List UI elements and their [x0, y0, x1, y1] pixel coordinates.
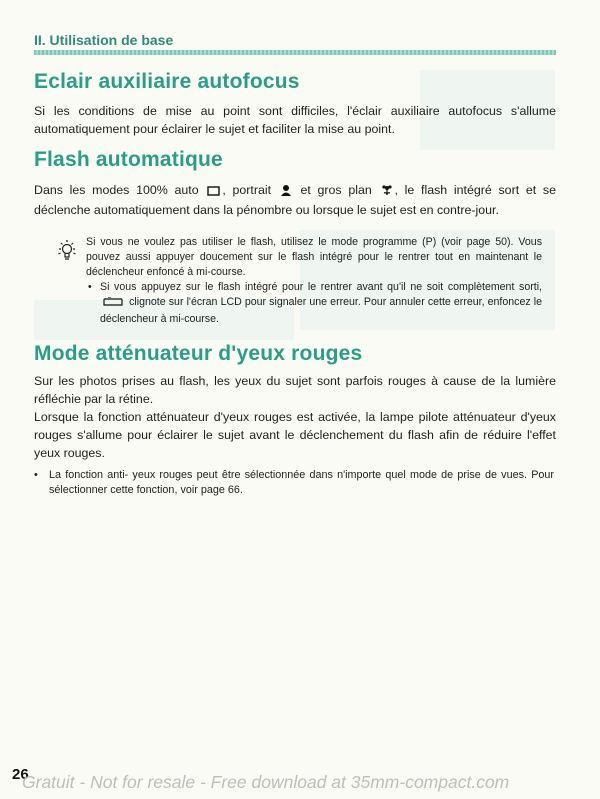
flash-text-part2: , portrait — [222, 183, 272, 197]
bullet-dot: • — [34, 469, 38, 481]
paragraph-flash — [34, 181, 556, 219]
flash-text-part4: , le flash intégré sort et se déclenche automatiquement dans la pénombre ou lorsque le sujet est en contre-jour. — [34, 183, 556, 217]
tip-text: Si vous ne voulez pas utiliser le flash, utilisez le mode programme (P) (voir page 50). Vous pouvez aussi appuyer doucement sur le flash intégré pour le rentrer tout en maintenant le déclencheur enfoncé à mi-course. — [86, 236, 542, 278]
bullet-dot: • — [88, 281, 92, 293]
heading-flash-automatique: Flash automatique — [34, 148, 223, 171]
header-rule — [34, 50, 556, 55]
page-number: 26 — [12, 766, 29, 783]
tip-bullet-part1: Si vous appuyez sur le flash intégré pour le rentrer avant qu'il ne soit complètement sorti, — [100, 281, 542, 293]
portrait-icon — [280, 183, 292, 201]
flash-text-part1: Dans les modes 100% auto — [34, 183, 199, 197]
note-text: La fonction anti- yeux rouges peut être sélectionnée dans n'importe quel mode de prise de vues. Pour sélectionner cette fonction, voir page 66. — [49, 469, 554, 496]
lightbulb-icon — [54, 237, 80, 263]
section-header: II. Utilisation de base — [34, 32, 174, 48]
footer-watermark: Gratuit - Not for resale - Free download at 35mm-compact.com — [22, 772, 510, 792]
flash-battery-icon — [102, 297, 124, 312]
note-bullet — [34, 468, 554, 498]
heading-eclair-auxiliaire: Eclair auxiliaire autofocus — [34, 70, 300, 93]
tip-bullet — [86, 280, 542, 327]
tip-box — [56, 235, 542, 327]
flower-icon — [381, 183, 393, 201]
heading-mode-yeux-rouges: Mode atténuateur d'yeux rouges — [34, 342, 363, 365]
tip-bullet-part2: clignote sur l'écran LCD pour signaler une erreur. Pour annuler cette erreur, enfoncez le déclencheur à mi-course. — [100, 296, 542, 325]
paragraph-yeux-rouges-2: Lorsque la fonction atténuateur d'yeux rouges est activée, la lampe pilote atténuateur d'yeux rouges s'allume pour éclairer le sujet avant le déclenchement du flash afin de réduire l'effet yeux rouges. — [34, 410, 556, 460]
paragraph-yeux-rouges-1: Sur les photos prises au flash, les yeux du sujet sont parfois rouges à cause de la lumière réfléchie par la rétine. — [34, 374, 556, 406]
auto-mode-icon — [207, 183, 220, 201]
paragraph-eclair: Si les conditions de mise au point sont difficiles, l'éclair auxiliaire autofocus s'allume automatiquement pour éclairer le sujet et faciliter la mise au point. — [34, 104, 556, 136]
flash-text-part3: et gros plan — [300, 183, 372, 197]
